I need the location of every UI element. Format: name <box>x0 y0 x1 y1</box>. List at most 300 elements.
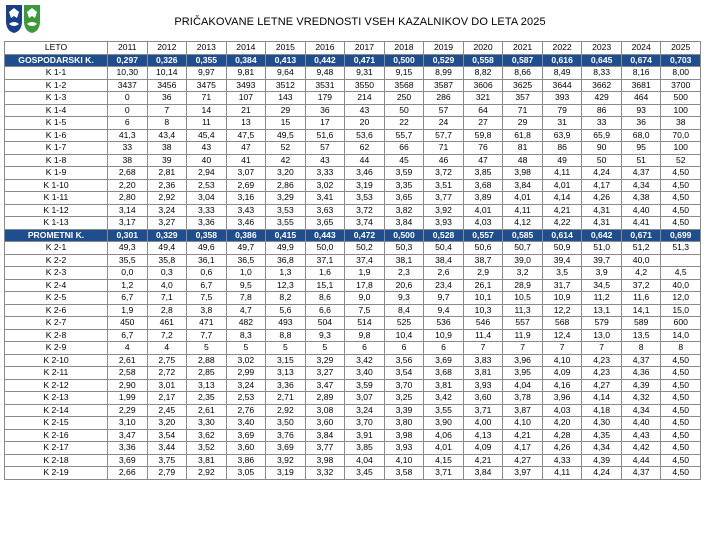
table-cell: 8,3 <box>226 329 266 342</box>
table-cell: 11,9 <box>503 329 543 342</box>
row-label: K 1-3 <box>5 92 108 105</box>
table-cell: 8,16 <box>621 67 661 80</box>
table-cell: 49,9 <box>266 242 306 255</box>
table-cell: 3,65 <box>384 192 424 205</box>
table-row <box>5 92 701 105</box>
table-cell: 2014 <box>226 42 266 55</box>
table-cell: 4,34 <box>621 179 661 192</box>
table-cell: 4,44 <box>621 454 661 467</box>
row-label: K 1-6 <box>5 129 108 142</box>
table-cell: 31 <box>542 117 582 130</box>
table-row <box>5 217 701 230</box>
table-cell: 3,08 <box>305 404 345 417</box>
row-label: K 2-9 <box>5 342 108 355</box>
table-cell: 9,4 <box>424 304 464 317</box>
table-cell: 3,46 <box>345 167 385 180</box>
table-cell: 600 <box>661 317 701 330</box>
table-cell: 3,30 <box>187 417 227 430</box>
table-cell: 100 <box>661 142 701 155</box>
table-cell: 12,2 <box>542 304 582 317</box>
table-cell: 357 <box>503 92 543 105</box>
table-row <box>5 404 701 417</box>
table-cell: 3,27 <box>147 217 187 230</box>
table-cell: 35,8 <box>147 254 187 267</box>
table-cell: 3,77 <box>424 192 464 205</box>
table-cell: 1,2 <box>108 279 148 292</box>
table-cell: 3,74 <box>345 217 385 230</box>
table-cell: 37,4 <box>345 254 385 267</box>
table-cell: 3,53 <box>266 204 306 217</box>
table-cell: 214 <box>345 92 385 105</box>
table-cell: 4,10 <box>503 417 543 430</box>
table-cell: 3,35 <box>384 179 424 192</box>
table-cell: 4,50 <box>661 442 701 455</box>
table-cell: 4,43 <box>621 429 661 442</box>
table-cell: 3,39 <box>384 404 424 417</box>
table-cell: 2,20 <box>108 179 148 192</box>
table-cell: 3,42 <box>424 392 464 405</box>
table-cell: 2018 <box>384 42 424 55</box>
table-cell: 4,37 <box>621 467 661 480</box>
table-cell: 12,4 <box>542 329 582 342</box>
table-cell: 2016 <box>305 42 345 55</box>
table-cell: 0,500 <box>384 229 424 242</box>
table-cell: 37,1 <box>305 254 345 267</box>
table-cell: 4,03 <box>463 217 503 230</box>
table-cell: 51,3 <box>661 242 701 255</box>
section-row <box>5 54 701 67</box>
row-label: K 1-9 <box>5 167 108 180</box>
table-cell: 13,0 <box>582 329 622 342</box>
table-cell: 557 <box>503 317 543 330</box>
table-cell: 4,0 <box>147 279 187 292</box>
table-cell: 0,3 <box>147 267 187 280</box>
table-cell: 3,24 <box>226 379 266 392</box>
table-cell: 3,8 <box>187 304 227 317</box>
table-cell: 2,17 <box>147 392 187 405</box>
table-cell: 13 <box>226 117 266 130</box>
table-cell: 1,9 <box>345 267 385 280</box>
table-cell: 464 <box>621 92 661 105</box>
table-row <box>5 292 701 305</box>
table-cell: 42 <box>266 154 306 167</box>
table-cell: 38 <box>108 154 148 167</box>
table-cell: 8,99 <box>424 67 464 80</box>
table-cell: 2,3 <box>384 267 424 280</box>
table-cell: 39,7 <box>582 254 622 267</box>
table-cell: 3,9 <box>582 267 622 280</box>
table-cell: 4,50 <box>661 429 701 442</box>
table-cell: 79 <box>542 104 582 117</box>
table-cell: 3,10 <box>108 417 148 430</box>
table-cell: 3,98 <box>305 454 345 467</box>
table-cell: 15,0 <box>661 304 701 317</box>
table-cell: 2,76 <box>226 404 266 417</box>
table-cell: 0,297 <box>108 54 148 67</box>
table-cell: 0,703 <box>661 54 701 67</box>
table-cell: 8,33 <box>582 67 622 80</box>
table-cell: 3,69 <box>226 429 266 442</box>
table-cell: 3,16 <box>226 192 266 205</box>
table-row <box>5 192 701 205</box>
table-cell: 3,19 <box>345 179 385 192</box>
table-cell: 3,02 <box>305 179 345 192</box>
table-cell: 3,72 <box>424 167 464 180</box>
table-cell: 4,50 <box>661 417 701 430</box>
table-cell: 50,6 <box>463 242 503 255</box>
table-cell: 43 <box>187 142 227 155</box>
table-cell: 53,6 <box>345 129 385 142</box>
table-cell: 3,13 <box>266 367 306 380</box>
table-cell: 50,9 <box>542 242 582 255</box>
table-cell: 4,31 <box>582 204 622 217</box>
table-cell: 10,5 <box>503 292 543 305</box>
table-cell: 40,0 <box>661 279 701 292</box>
table-cell: 4,04 <box>345 454 385 467</box>
table-cell: 3,59 <box>384 167 424 180</box>
table-cell: 2,72 <box>147 367 187 380</box>
table-row <box>5 317 701 330</box>
table-cell: 4,27 <box>582 379 622 392</box>
table-cell: 3,54 <box>147 429 187 442</box>
table-row <box>5 304 701 317</box>
table-cell: 4,14 <box>582 392 622 405</box>
table-cell: 3,63 <box>305 204 345 217</box>
table-cell: 536 <box>424 317 464 330</box>
table-cell: 0,384 <box>226 54 266 67</box>
table-cell: 3,17 <box>108 217 148 230</box>
table-cell: 8 <box>661 342 701 355</box>
table-cell: 3,91 <box>345 429 385 442</box>
table-row <box>5 367 701 380</box>
table-cell: 34,5 <box>582 279 622 292</box>
table-cell: 3,70 <box>345 417 385 430</box>
table-row <box>5 104 701 117</box>
row-label: K 2-12 <box>5 379 108 392</box>
table-cell: 6,7 <box>187 279 227 292</box>
table-cell: 45 <box>384 154 424 167</box>
table-cell: 2021 <box>503 42 543 55</box>
table-cell: 3,04 <box>187 192 227 205</box>
table-cell: 8,66 <box>503 67 543 80</box>
table-cell: 4 <box>108 342 148 355</box>
row-label: K 1-8 <box>5 154 108 167</box>
table-cell: 0,355 <box>187 54 227 67</box>
table-cell: 10,9 <box>424 329 464 342</box>
table-cell: 4,23 <box>582 354 622 367</box>
table-cell: 4,16 <box>542 379 582 392</box>
table-cell: 3,80 <box>384 417 424 430</box>
indicator-table <box>4 41 701 480</box>
table-cell: 2017 <box>345 42 385 55</box>
table-cell: 52 <box>266 142 306 155</box>
table-cell: 3,93 <box>424 217 464 230</box>
table-cell: 71 <box>187 92 227 105</box>
table-cell: 8,6 <box>305 292 345 305</box>
row-label: K 2-16 <box>5 429 108 442</box>
table-cell: 71 <box>503 104 543 117</box>
table-cell: 14 <box>187 104 227 117</box>
table-cell: 50,7 <box>503 242 543 255</box>
table-row <box>5 117 701 130</box>
table-cell: 8,4 <box>384 304 424 317</box>
table-cell: 9,81 <box>226 67 266 80</box>
table-cell: 4,21 <box>463 454 503 467</box>
table-cell <box>661 254 701 267</box>
table-cell: 3,78 <box>503 392 543 405</box>
table-cell: 86 <box>582 104 622 117</box>
table-cell: 2,94 <box>187 167 227 180</box>
table-cell: 38 <box>661 117 701 130</box>
table-cell: 7 <box>503 342 543 355</box>
table-cell: 3,41 <box>305 192 345 205</box>
table-cell: 3,47 <box>108 429 148 442</box>
table-cell: 100 <box>661 104 701 117</box>
table-cell: 3,75 <box>147 454 187 467</box>
table-cell: 2,35 <box>187 392 227 405</box>
table-cell: 3,70 <box>384 379 424 392</box>
table-cell: 4,20 <box>542 417 582 430</box>
table-cell: 450 <box>108 317 148 330</box>
table-cell: 4,11 <box>503 204 543 217</box>
table-row <box>5 142 701 155</box>
table-cell: 3,85 <box>345 442 385 455</box>
table-cell: 3,07 <box>345 392 385 405</box>
table-cell: 2012 <box>147 42 187 55</box>
table-cell: 2019 <box>424 42 464 55</box>
table-cell: 8 <box>621 342 661 355</box>
table-cell: 3,40 <box>345 367 385 380</box>
table-cell: 4,50 <box>661 367 701 380</box>
table-row <box>5 417 701 430</box>
table-cell: 4,35 <box>582 429 622 442</box>
table-cell: 0,329 <box>147 229 187 242</box>
table-cell: 4,17 <box>503 442 543 455</box>
table-cell: 36,8 <box>266 254 306 267</box>
table-cell: 3,87 <box>503 404 543 417</box>
table-cell: 4,15 <box>424 454 464 467</box>
table-cell: 4,50 <box>661 167 701 180</box>
row-label: K 2-13 <box>5 392 108 405</box>
table-cell: 579 <box>582 317 622 330</box>
table-cell: 0,529 <box>424 54 464 67</box>
table-cell: 3,84 <box>305 429 345 442</box>
table-cell: 90 <box>582 142 622 155</box>
table-cell: 0,326 <box>147 54 187 67</box>
table-cell: 3,54 <box>384 367 424 380</box>
table-cell: 7,1 <box>147 292 187 305</box>
table-cell: 10,3 <box>463 304 503 317</box>
table-cell: 3681 <box>621 79 661 92</box>
table-cell: 50,0 <box>305 242 345 255</box>
table-cell: 15 <box>266 117 306 130</box>
table-cell: 8,2 <box>266 292 306 305</box>
table-cell: 3,72 <box>345 204 385 217</box>
table-cell: 47 <box>226 142 266 155</box>
table-cell: 3,76 <box>266 429 306 442</box>
table-cell: 17,8 <box>345 279 385 292</box>
table-cell: 2013 <box>187 42 227 55</box>
table-cell: 589 <box>621 317 661 330</box>
row-label: K 2-5 <box>5 292 108 305</box>
table-header-row <box>5 42 701 55</box>
table-cell: 4,01 <box>542 179 582 192</box>
table-cell: 4,33 <box>542 454 582 467</box>
row-label: K 1-10 <box>5 179 108 192</box>
table-cell: 3,5 <box>542 267 582 280</box>
table-cell: 0 <box>108 104 148 117</box>
table-cell: 3,25 <box>384 392 424 405</box>
table-cell: 1,99 <box>108 392 148 405</box>
table-cell: 3,89 <box>463 192 503 205</box>
table-cell: 2,71 <box>266 392 306 405</box>
table-cell: 4,39 <box>621 379 661 392</box>
table-cell: 38,1 <box>384 254 424 267</box>
table-cell: 38,4 <box>424 254 464 267</box>
table-cell: 2,92 <box>147 192 187 205</box>
table-cell: 22 <box>384 117 424 130</box>
table-cell: 3,60 <box>226 442 266 455</box>
row-label: K 1-1 <box>5 67 108 80</box>
table-cell: 0,699 <box>661 229 701 242</box>
table-row <box>5 154 701 167</box>
table-cell: 2,61 <box>187 404 227 417</box>
table-cell: 7,7 <box>187 329 227 342</box>
table-cell: 3,60 <box>463 392 503 405</box>
table-cell: 49,4 <box>147 242 187 255</box>
table-cell: 3,81 <box>463 367 503 380</box>
row-label: K 2-7 <box>5 317 108 330</box>
table-cell: 14,0 <box>661 329 701 342</box>
table-cell: 0,587 <box>503 54 543 67</box>
table-cell: 86 <box>542 142 582 155</box>
table-cell: 6 <box>384 342 424 355</box>
table-cell: 13,5 <box>621 329 661 342</box>
table-cell: 504 <box>305 317 345 330</box>
table-cell: 9,8 <box>345 329 385 342</box>
table-cell: 4,5 <box>661 267 701 280</box>
table-cell: 4,34 <box>621 404 661 417</box>
table-cell: 27 <box>463 117 503 130</box>
table-cell: 4,50 <box>661 192 701 205</box>
table-cell: 4,04 <box>503 379 543 392</box>
table-cell: 0,671 <box>621 229 661 242</box>
table-cell: 57,7 <box>424 129 464 142</box>
table-cell: 10,9 <box>542 292 582 305</box>
table-row <box>5 454 701 467</box>
table-cell: 2,68 <box>108 167 148 180</box>
row-label: K 1-13 <box>5 217 108 230</box>
table-cell: 3,55 <box>266 217 306 230</box>
table-cell: 4,31 <box>582 217 622 230</box>
row-label: LETO <box>5 42 108 55</box>
table-cell: 4,2 <box>621 267 661 280</box>
table-cell: 3606 <box>463 79 503 92</box>
table-cell: 4,11 <box>542 167 582 180</box>
row-label: K 2-14 <box>5 404 108 417</box>
table-cell: 0,557 <box>463 229 503 242</box>
table-cell: 568 <box>542 317 582 330</box>
table-cell: 3,15 <box>266 354 306 367</box>
table-cell: 39,4 <box>542 254 582 267</box>
table-cell: 4,28 <box>542 429 582 442</box>
table-cell: 4,50 <box>661 204 701 217</box>
table-row <box>5 204 701 217</box>
table-cell: 2,66 <box>108 467 148 480</box>
table-cell: 4,50 <box>661 354 701 367</box>
table-cell: 29 <box>503 117 543 130</box>
table-cell: 49,7 <box>226 242 266 255</box>
table-cell: 10,14 <box>147 67 187 80</box>
table-cell: 24 <box>424 117 464 130</box>
table-cell: 4,13 <box>463 429 503 442</box>
table-cell: 4,11 <box>542 467 582 480</box>
table-cell: 3,95 <box>503 367 543 380</box>
table-cell: 3,93 <box>463 379 503 392</box>
row-label: K 1-7 <box>5 142 108 155</box>
table-cell: 9,3 <box>384 292 424 305</box>
table-cell: 3,68 <box>424 367 464 380</box>
table-cell: 9,0 <box>345 292 385 305</box>
table-cell: 0,645 <box>582 54 622 67</box>
table-cell: 49,6 <box>187 242 227 255</box>
table-cell: 17 <box>305 117 345 130</box>
table-cell: 8,00 <box>661 67 701 80</box>
table-cell: 3550 <box>345 79 385 92</box>
table-cell: 3,65 <box>305 217 345 230</box>
table-cell: 4,39 <box>582 454 622 467</box>
table-row <box>5 167 701 180</box>
table-cell: 3,92 <box>424 204 464 217</box>
table-cell: 23,4 <box>424 279 464 292</box>
table-cell: 2,79 <box>147 467 187 480</box>
table-cell: 2,88 <box>187 354 227 367</box>
table-cell: 3,36 <box>108 442 148 455</box>
table-cell: 4,32 <box>621 392 661 405</box>
table-cell: 514 <box>345 317 385 330</box>
table-cell: 2,53 <box>187 179 227 192</box>
table-cell: 0,413 <box>266 54 306 67</box>
table-cell: 2,69 <box>226 179 266 192</box>
table-cell: 0,443 <box>305 229 345 242</box>
table-cell: 0,674 <box>621 54 661 67</box>
table-cell: 4,50 <box>661 179 701 192</box>
table-cell: 36 <box>147 92 187 105</box>
table-cell: 4,26 <box>582 192 622 205</box>
table-cell: 3,07 <box>226 167 266 180</box>
table-cell: 28,9 <box>503 279 543 292</box>
table-cell: 7,2 <box>147 329 187 342</box>
row-label: K 2-18 <box>5 454 108 467</box>
table-cell: 3568 <box>384 79 424 92</box>
table-cell: 11,3 <box>503 304 543 317</box>
table-cell: 3,60 <box>305 417 345 430</box>
table-cell: 11 <box>187 117 227 130</box>
table-cell: 321 <box>463 92 503 105</box>
table-cell: 62 <box>345 142 385 155</box>
table-cell: 3,51 <box>424 179 464 192</box>
table-cell: 70,0 <box>661 129 701 142</box>
table-cell: 3,36 <box>187 217 227 230</box>
table-cell: 50 <box>384 104 424 117</box>
table-cell: 482 <box>226 317 266 330</box>
table-cell: 51,2 <box>621 242 661 255</box>
table-cell: 3,05 <box>226 467 266 480</box>
table-cell: 3,68 <box>463 179 503 192</box>
table-cell: 3,27 <box>305 367 345 380</box>
row-label: K 2-3 <box>5 267 108 280</box>
table-cell: 20,6 <box>384 279 424 292</box>
